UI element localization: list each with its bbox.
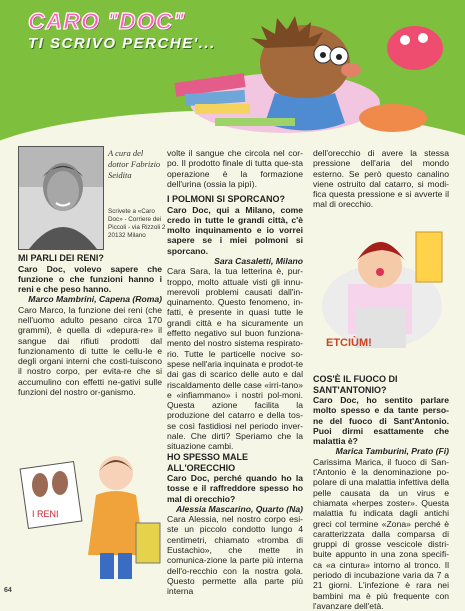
page-title: CARO "DOC" [28,8,186,34]
author-photo [18,146,104,250]
reader-signature: Alessia Mascarino, Quarto (Na) [175,503,303,514]
reader-question: Caro Doc, ho sentito parlare molto spesso e da tante perso-ne del fuoco di Sant'Antonio. Puoi dirmi esattamente che malattia è? [313,395,449,447]
article-heading: I POLMONI SI SPORCANO? [167,194,286,204]
doctor-answer: Cara Sara, la tua letterina è, pur-troppo, molto attuale visti gli innu-merevoli problemi causati dall'in-quinamento. Questo fenomeno, in-fatti, è presente in quasi tutte le grandi città e ha sicuramente un effetto negativo sul buon funziona-mento del nostro sistema respirato-rio. Tutte le particelle nocive so-spese nell'aria inquinata e prodot-te dai gas di scarico delle auto e dal riscaldamento delle case «irri-tano» e «infiammano» i nostri pol-moni. Questa azione facilita la produzione del catarro e della tos-se così fastidiosi nel periodo inver-nale. Che dirti? Speriamo che la situazione cambi. [167,266,303,452]
reader-question: Caro Doc, qui a Milano, come credo in tutte le grandi città, c'è molto inquinamento e io vorrei sapere se i miei polmoni si sporcano. [167,204,303,256]
reni-answer-continued: volte il sangue che circola nel cor-po. Il prodotto finale di tutta que-sta operazione è la formazione dell'urina (ossia la pipì). [167,148,303,189]
article-heading: HO SPESSO MALE ALL'ORECCHIO [167,452,249,473]
orecchio-answer-continued: dell'orecchio di avere la stessa pressione dell'aria del mondo esterno. Se però questo canalino viene ostruito dal catarro, si modi-fica questa pressione e si avverte il mal di orecchio. [313,148,449,210]
reader-question: Caro Doc, perché quando ho la tosse e il raffreddore spesso ho mal di orecchio? [167,473,303,504]
page-number: 64 [4,587,12,594]
doctor-answer: Carissima Marica, il fuoco di San-t'Antonio è la denominazione po-polare di una malattia infettiva della pelle causata da un virus e chiamata «herpes zoster». Questa malattia fu indicata dagli antichi greci col termine «Zona» perché è caratterizzata dalla comparsa di gruppi di grosse vescicole distri-buite appunto in una zona specifi-ca «a cintura» intorno al tronco. Il periodo di incubazione varia da 7 a 21 giorni. L'infezione è rara nei bambini ma è più frequente con l'avanzare dell'età. [313,456,449,611]
kidney-sign-label: I RENI [32,509,59,519]
article-polmoni [167,194,303,452]
doctor-answer: Cara Alessia, nel nostro corpo esi-ste un piccolo condotto lungo 4 centimetri, chiamato «tromba di Eustachio», che mette in comunica-zione la parte più interna dell'o-recchio con la nostra gola. Questo permette alla parte più interna [167,514,303,597]
article-fuoco-santantonio [313,374,449,611]
reader-signature: Marica Tamburini, Prato (Fi) [335,446,449,457]
doctor-hedgehog-illustration [155,8,465,148]
doctor-answer: Caro Marco, la funzione dei reni (che nell'uomo adulto pesano circa 170 grammi), è quella di «depura-re» il sangue dai rifiuti prodotti dal funzionamento di tutte le cellu-le e degli organi interni che costi-tuiscono il nostro corpo, per evita-re che si accumulino con effetti ne-gativi sulle funzioni del nostro or-ganismo. [18,304,162,398]
reader-signature: Marco Mambrini, Capena (Roma) [28,294,162,305]
mailing-address: Scrivete a «Caro Doc» - Corriere dei Piccoli - via Rizzoli 2 20132 Milano [108,208,166,239]
column-2 [167,148,303,189]
boy-with-kidney-sign-illustration [18,445,164,587]
article-heading: MI PARLI DEI RENI? [18,253,104,263]
reader-signature: Sara Casaletti, Milano [214,255,303,266]
page-subtitle: TI SCRIVO PERCHE'... [28,35,216,52]
article-orecchio [167,452,303,597]
curator-credit: A cura del dottor Fabrizio Seidita [108,148,161,180]
article-heading: COS'È IL FUOCO DI SANT'ANTONIO? [313,374,398,395]
sneezing-girl-illustration [320,206,460,372]
article-reni [18,253,162,397]
reader-question: Caro Doc, volevo sapere che funzione o che funzioni hanno i reni e che peso hanno. [18,263,162,295]
sneeze-label: ETCIÙM! [326,337,372,349]
column-3 [313,148,449,210]
